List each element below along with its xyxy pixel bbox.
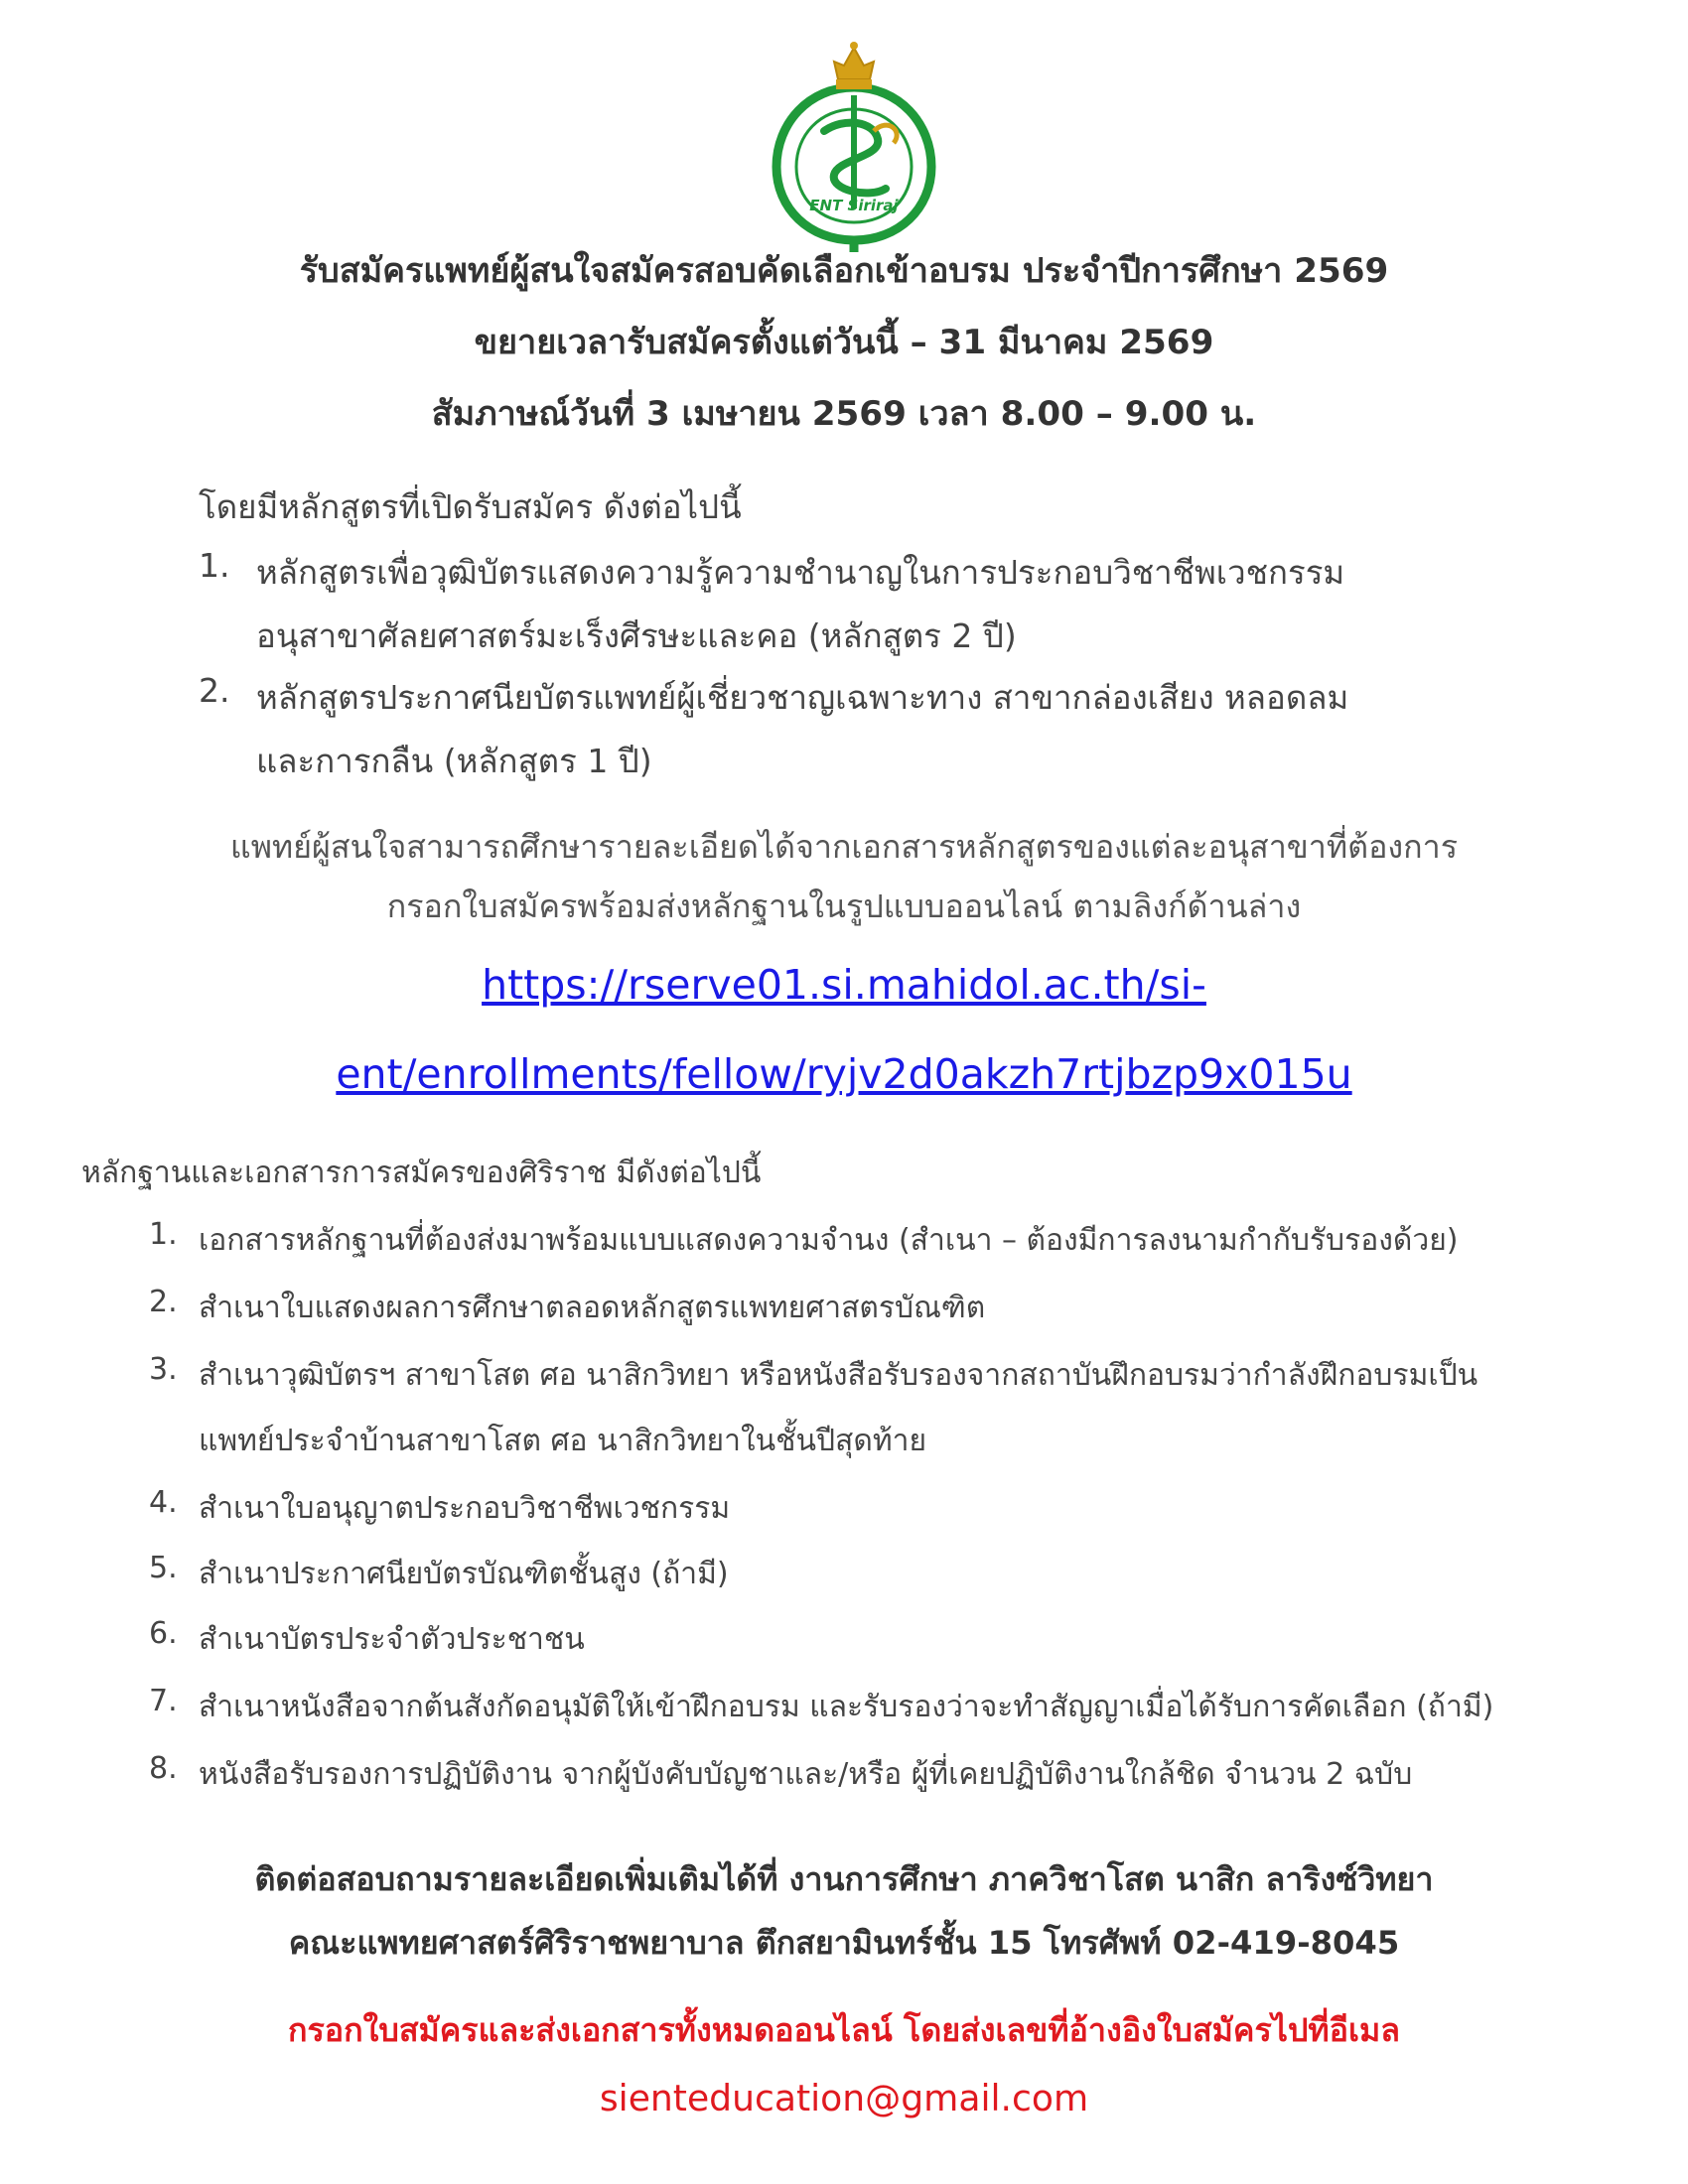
logo-text: ENT Siriraj <box>809 197 899 214</box>
document-item: สำเนาประกาศนียบัตรบัณฑิตชั้นสูง (ถ้ามี) <box>199 1557 729 1591</box>
document-number: 2. <box>149 1285 178 1319</box>
document-number: 5. <box>149 1551 178 1585</box>
programs-intro: โดยมีหลักสูตรที่เปิดรับสมัคร ดังต่อไปนี้ <box>199 487 742 526</box>
application-link-line-2[interactable]: ent/enrollments/fellow/ryjv2d0akzh7rtjbzp9x015u <box>336 1050 1352 1098</box>
document-item: สำเนาใบแสดงผลการศึกษาตลอดหลักสูตรแพทยศาสตรบัณฑิต <box>199 1291 986 1325</box>
info-line-2: กรอกใบสมัครพร้อมส่งหลักฐานในรูปแบบออนไลน์ ตามลิงก์ด้านล่าง <box>386 887 1302 925</box>
document-number: 1. <box>149 1217 178 1252</box>
documents-intro: หลักฐานและเอกสารการสมัครของศิริราช มีดังต่อไปนี้ <box>81 1156 762 1190</box>
contact-line-1: ติดต่อสอบถามรายละเอียดเพิ่มเติมได้ที่ งานการศึกษา ภาควิชาโสต นาสิก ลาริงซ์วิทยา <box>254 1860 1434 1898</box>
document-item: หนังสือรับรองการปฏิบัติงาน จากผู้บังคับบัญชาและ/หรือ ผู้ที่เคยปฏิบัติงานใกล้ชิด จำนวน 2 ฉบับ <box>199 1757 1413 1792</box>
application-link-cont[interactable] <box>0 1050 1688 1098</box>
document-item: สำเนาวุฒิบัตรฯ สาขาโสต ศอ นาสิกวิทยา หรือหนังสือรับรองจากสถาบันฝึกอบรมว่ากำลังฝึกอบรมเป็น <box>199 1358 1478 1393</box>
application-link-line-1[interactable]: https://rserve01.si.mahidol.ac.th/si- <box>482 961 1206 1009</box>
document-item: สำเนาหนังสือจากต้นสังกัดอนุมัติให้เข้าฝึกอบรม และรับรองว่าจะทำสัญญาเมื่อได้รับการคัดเลือก (ถ้ามี) <box>199 1690 1494 1724</box>
notice-line: กรอกใบสมัครและส่งเอกสารทั้งหมดออนไลน์ โดยส่งเลขที่อ้างอิงใบสมัครไปที่อีเมล <box>288 2011 1400 2049</box>
program-text-cont: อนุสาขาศัลยศาสตร์มะเร็งศีรษะและคอ (หลักสูตร 2 ปี) <box>256 616 1017 655</box>
document-item-cont: แพทย์ประจำบ้านสาขาโสต ศอ นาสิกวิทยาในชั้นปีสุดท้าย <box>199 1424 927 1458</box>
document-number: 3. <box>149 1352 178 1387</box>
document-number: 8. <box>149 1751 178 1786</box>
document-number: 7. <box>149 1684 178 1718</box>
application-link[interactable] <box>0 961 1688 1009</box>
program-number: 1. <box>199 546 230 585</box>
header-line-2: ขยายเวลารับสมัครตั้งแต่วันนี้ – 31 มีนาคม 2569 <box>474 323 1214 362</box>
document-item: สำเนาใบอนุญาตประกอบวิชาชีพเวชกรรม <box>199 1491 731 1526</box>
program-text: หลักสูตรประกาศนียบัตรแพทย์ผู้เชี่ยวชาญเฉพาะทาง สาขากล่องเสียง หลอดลม <box>256 678 1349 717</box>
info-line-1: แพทย์ผู้สนใจสามารถศึกษารายละเอียดได้จากเอกสารหลักสูตรของแต่ละอนุสาขาที่ต้องการ <box>229 828 1459 866</box>
header-line-1: รับสมัครแพทย์ผู้สนใจสมัครสอบคัดเลือกเข้าอบรม ประจำปีการศึกษา 2569 <box>299 251 1389 291</box>
document-number: 6. <box>149 1616 178 1651</box>
program-number: 2. <box>199 671 230 710</box>
program-text: หลักสูตรเพื่อวุฒิบัตรแสดงความรู้ความชำนาญในการประกอบวิชาชีพเวชกรรม <box>256 553 1345 592</box>
document-number: 4. <box>149 1485 178 1520</box>
ent-siriraj-logo <box>755 40 953 252</box>
contact-line-2: คณะแพทยศาสตร์ศิริราชพยาบาล ตึกสยามินทร์ชั้น 15 โทรศัพท์ 02-419-8045 <box>288 1924 1400 1962</box>
header-line-3: สัมภาษณ์วันที่ 3 เมษายน 2569 เวลา 8.00 – 9.00 น. <box>431 394 1257 434</box>
document-item: สำเนาบัตรประจำตัวประชาชน <box>199 1622 585 1657</box>
document-item: เอกสารหลักฐานที่ต้องส่งมาพร้อมแบบแสดงความจำนง (สำเนา – ต้องมีการลงนามกำกับรับรองด้วย) <box>199 1223 1459 1258</box>
program-text-cont: และการกลืน (หลักสูตร 1 ปี) <box>256 742 652 780</box>
contact-email[interactable]: sienteducation@gmail.com <box>599 2077 1089 2119</box>
